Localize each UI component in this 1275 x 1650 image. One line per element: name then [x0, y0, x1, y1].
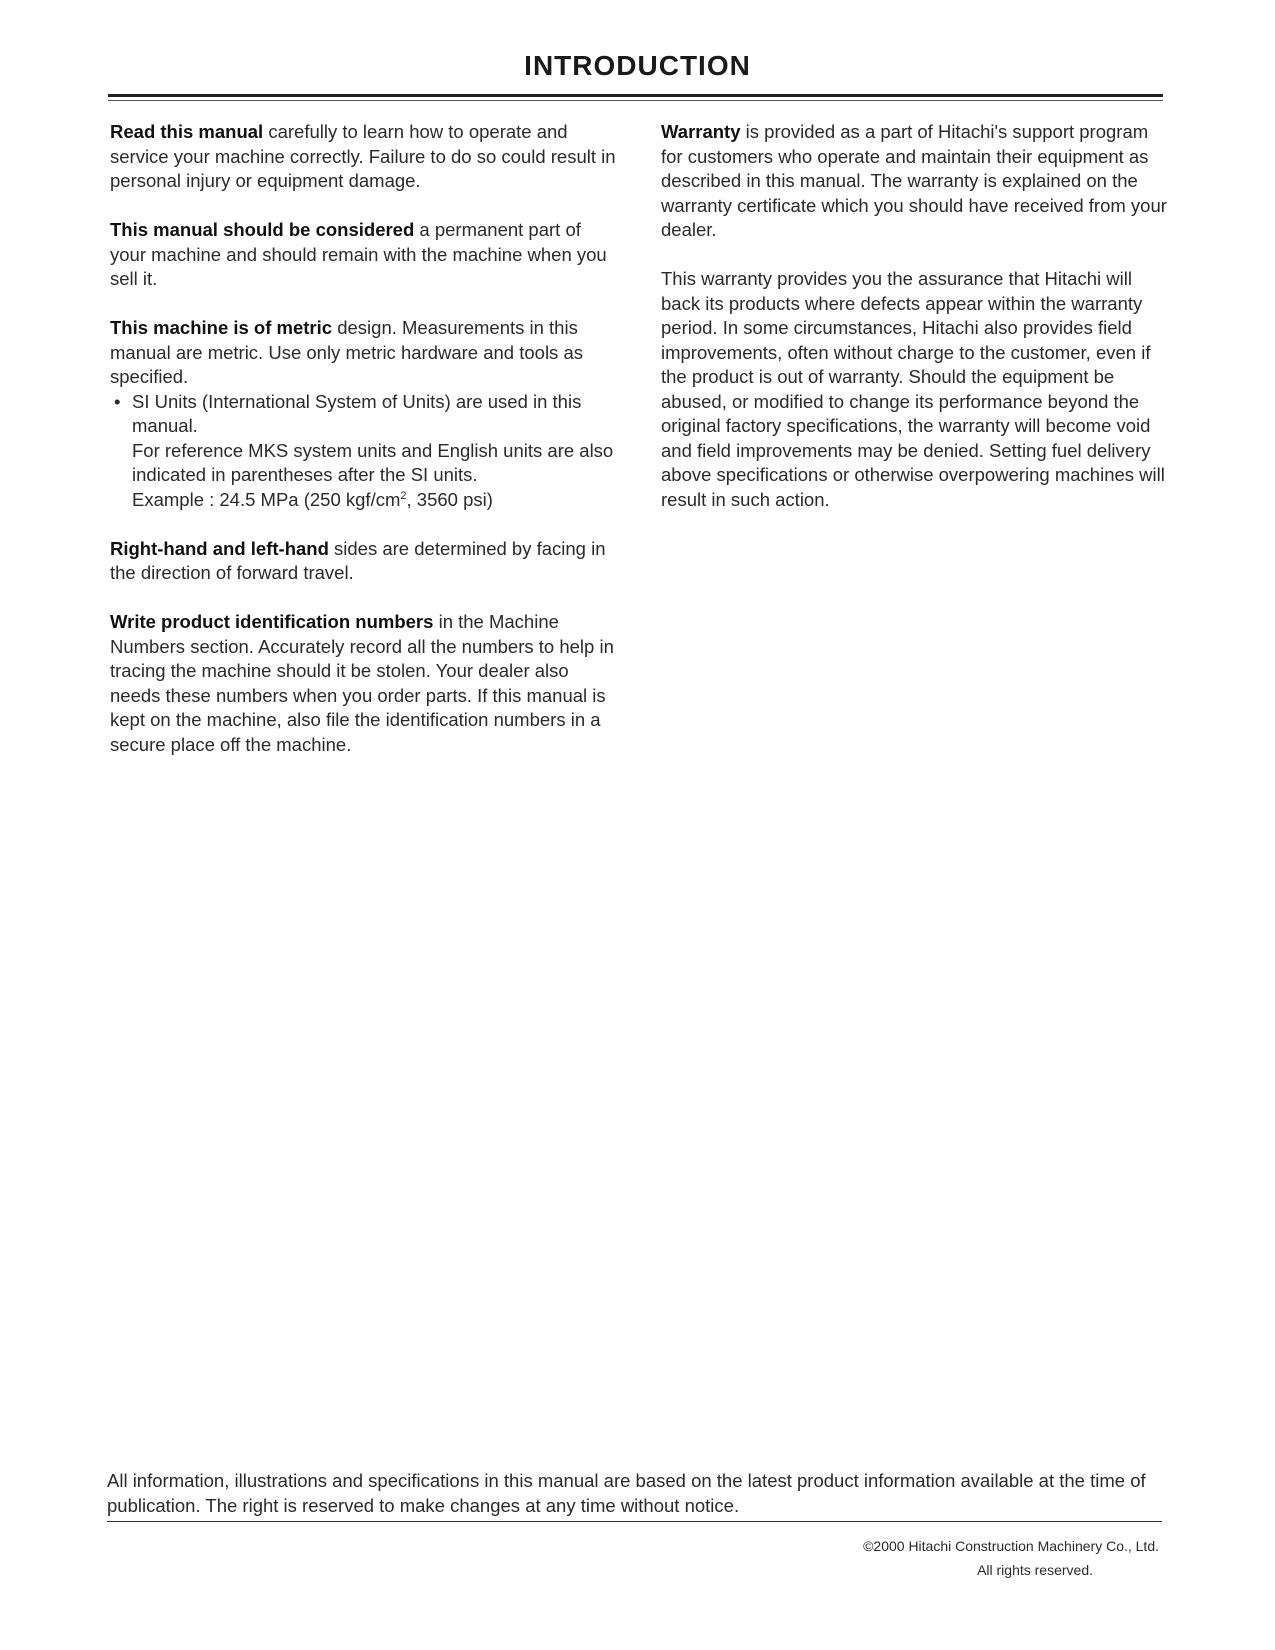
- footer-rule: [107, 1521, 1162, 1522]
- si-units-list: [110, 390, 620, 513]
- paragraph-text: carefully to learn how to operate and service your machine correctly. Failure to do so could result in personal injury or equipment damage.: [110, 121, 616, 191]
- intro-paragraph-permanent-part: [110, 218, 620, 292]
- footer-note: All information, illustrations and specifications in this manual are based on the latest product information available at the time of publication. The right is reserved to make changes at any time without notice.: [107, 1470, 1146, 1516]
- list-item: [110, 390, 620, 513]
- paragraph-lead: Read this manual: [110, 121, 264, 142]
- paragraph-lead: Right-hand and left-hand: [110, 537, 329, 559]
- intro-paragraph-identification: [110, 610, 620, 757]
- intro-paragraph-warranty: [661, 120, 1171, 243]
- paragraph-text: design. Measurements in this manual are metric. Use only metric hardware and tools as specified.: [110, 317, 583, 387]
- paragraph-text: in the Machine Numbers section. Accurately record all the numbers to help in tracing the machine should it be stolen. Your dealer also needs these numbers when you order parts. If this manual is kept on the machine, also file the identification numbers in a secure place off the machine.: [110, 611, 614, 755]
- paragraph-text: sides are determined by facing in the direction of forward travel.: [110, 537, 606, 583]
- bullet-example: Example : 24.5 MPa (250 kgf/$cm^2$, 3560 psi): [132, 488, 493, 510]
- bullet-icon: •: [114, 390, 121, 412]
- paragraph-text: is provided as a part of Hitachi's support program for customers who operate and maintain their equipment as described in this manual. The warranty is explained on the warranty certificate which you should have received from your dealer.: [661, 121, 1167, 240]
- paragraph-lead: Warranty: [661, 121, 741, 142]
- intro-paragraph-metric: [110, 316, 620, 390]
- left-column: [110, 120, 620, 782]
- page-title: INTRODUCTION: [524, 50, 751, 81]
- bullet-text: SI Units (International System of Units) are used in this manual.: [132, 390, 582, 436]
- rights-text: All rights reserved.: [977, 1562, 1093, 1578]
- intro-paragraph-sides: [110, 537, 620, 586]
- paragraph-text: a permanent part of your machine and should remain with the machine when you sell it.: [110, 219, 607, 289]
- paragraph-lead: This manual should be considered: [110, 219, 415, 240]
- title-rule: [108, 94, 1163, 101]
- intro-paragraph-warranty-assurance: [661, 267, 1171, 512]
- paragraph-lead: Write product identification numbers: [110, 611, 434, 632]
- right-column: [661, 120, 1171, 537]
- copyright-block: [863, 1534, 1159, 1582]
- intro-paragraph-read-manual: [110, 120, 620, 194]
- paragraph-text: This warranty provides you the assurance that Hitachi will back its products where defects appear within the warranty period. In some circumstances, Hitachi also provides field improvements, often without charge to the customer, even if the product is out of warranty. Should the equipment be abused, or modified to change its performance beyond the original factory specifications, the warranty will become void and field improvements may be denied. Setting fuel delivery above specifications or otherwise overpowering machines will result in such action.: [661, 268, 1165, 510]
- bullet-subtext: For reference MKS system units and English units are also indicated in parentheses after the SI units.: [132, 439, 614, 485]
- copyright-text: ©2000 Hitachi Construction Machinery Co., Ltd.: [863, 1538, 1159, 1554]
- paragraph-lead: This machine is of metric: [110, 317, 333, 338]
